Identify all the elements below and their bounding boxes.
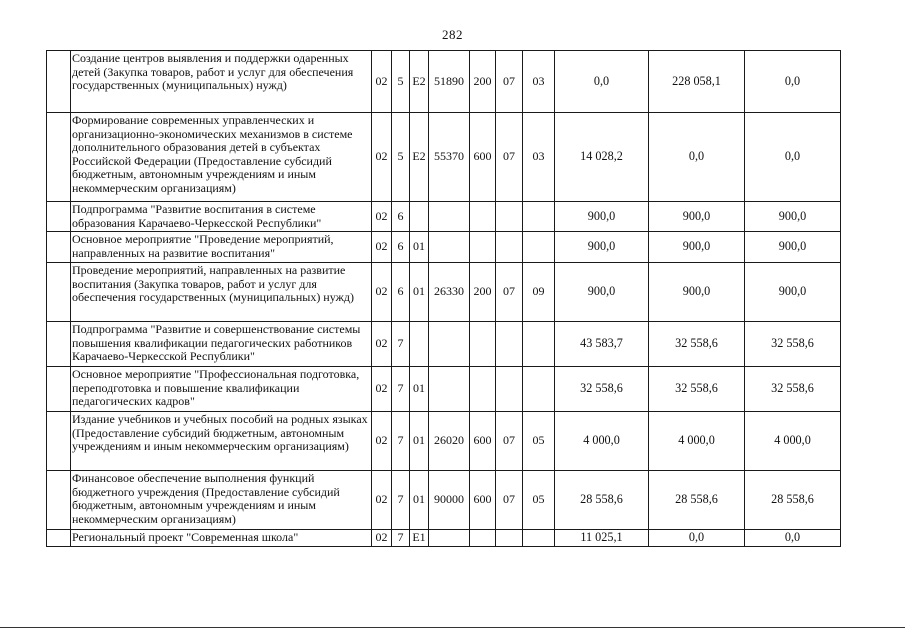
measure-code-cell: E1: [410, 530, 429, 547]
subprogram-code-cell: 7: [392, 322, 410, 367]
subsection-cell: [523, 367, 555, 412]
expense-type-cell: 600: [470, 412, 496, 471]
table-row: [47, 113, 841, 202]
amount-year1-cell: 900,0: [555, 263, 649, 322]
row-lead-cell: [47, 471, 71, 530]
expense-type-cell: 200: [470, 51, 496, 113]
subsection-cell: 03: [523, 113, 555, 202]
amount-year1-cell: 4 000,0: [555, 412, 649, 471]
table-row: [47, 322, 841, 367]
subprogram-code-cell: 5: [392, 113, 410, 202]
item-name-cell: Проведение мероприятий, направленных на развитие воспитания (Закупка товаров, работ и услуг для обеспечения государственных (муниципальных) нужд): [71, 263, 372, 322]
budget-table-body: [47, 51, 841, 547]
table-row: [47, 202, 841, 232]
direction-code-cell: [429, 232, 470, 263]
amount-year2-cell: 32 558,6: [649, 322, 745, 367]
direction-code-cell: [429, 367, 470, 412]
expense-type-cell: [470, 322, 496, 367]
direction-code-cell: [429, 202, 470, 232]
table-row: [47, 51, 841, 113]
program-code-cell: 02: [372, 322, 392, 367]
row-lead-cell: [47, 530, 71, 547]
subprogram-code-cell: 7: [392, 530, 410, 547]
program-code-cell: 02: [372, 51, 392, 113]
measure-code-cell: 01: [410, 263, 429, 322]
amount-year3-cell: 900,0: [745, 232, 841, 263]
amount-year1-cell: 900,0: [555, 202, 649, 232]
row-lead-cell: [47, 113, 71, 202]
row-lead-cell: [47, 367, 71, 412]
item-name-cell: Формирование современных управленческих и организационно-экономических механизмов в системе дополнительного образования детей в субъектах Российской Федерации (Предоставление субсидий бюджетным, автономным учреждениям и иным некоммерческим организациям): [71, 113, 372, 202]
amount-year3-cell: 4 000,0: [745, 412, 841, 471]
row-lead-cell: [47, 263, 71, 322]
program-code-cell: 02: [372, 202, 392, 232]
program-code-cell: 02: [372, 530, 392, 547]
measure-code-cell: E2: [410, 51, 429, 113]
direction-code-cell: 26020: [429, 412, 470, 471]
subsection-cell: [523, 322, 555, 367]
subsection-cell: 05: [523, 471, 555, 530]
item-name-cell: Основное мероприятие "Проведение мероприятий, направленных на развитие воспитания": [71, 232, 372, 263]
amount-year1-cell: 32 558,6: [555, 367, 649, 412]
expense-type-cell: 200: [470, 263, 496, 322]
row-lead-cell: [47, 322, 71, 367]
section-cell: 07: [496, 471, 523, 530]
subsection-cell: [523, 530, 555, 547]
amount-year2-cell: 0,0: [649, 113, 745, 202]
expense-type-cell: 600: [470, 471, 496, 530]
item-name-cell: Подпрограмма "Развитие и совершенствование системы повышения квалификации педагогических работников Карачаево-Черкесской Республики": [71, 322, 372, 367]
amount-year3-cell: 32 558,6: [745, 367, 841, 412]
table-row: [47, 263, 841, 322]
direction-code-cell: 51890: [429, 51, 470, 113]
amount-year3-cell: 28 558,6: [745, 471, 841, 530]
program-code-cell: 02: [372, 471, 392, 530]
expense-type-cell: [470, 367, 496, 412]
section-cell: 07: [496, 412, 523, 471]
item-name-cell: Финансовое обеспечение выполнения функций бюджетного учреждения (Предоставление субсидий бюджетным, автономным учреждениям и иным некоммерческим организациям): [71, 471, 372, 530]
item-name-cell: Создание центров выявления и поддержки одаренных детей (Закупка товаров, работ и услуг для обеспечения государственных (муниципальных) нужд): [71, 51, 372, 113]
row-lead-cell: [47, 412, 71, 471]
amount-year3-cell: 32 558,6: [745, 322, 841, 367]
measure-code-cell: 01: [410, 471, 429, 530]
measure-code-cell: [410, 202, 429, 232]
amount-year2-cell: 900,0: [649, 232, 745, 263]
subsection-cell: [523, 202, 555, 232]
direction-code-cell: 90000: [429, 471, 470, 530]
program-code-cell: 02: [372, 412, 392, 471]
item-name-cell: Издание учебников и учебных пособий на родных языках (Предоставление субсидий бюджетным, автономным учреждениям и иным некоммерческим организациям): [71, 412, 372, 471]
section-cell: 07: [496, 113, 523, 202]
expense-type-cell: [470, 202, 496, 232]
amount-year1-cell: 28 558,6: [555, 471, 649, 530]
direction-code-cell: [429, 322, 470, 367]
subprogram-code-cell: 5: [392, 51, 410, 113]
expense-type-cell: [470, 530, 496, 547]
table-row: [47, 367, 841, 412]
row-lead-cell: [47, 232, 71, 263]
direction-code-cell: 55370: [429, 113, 470, 202]
direction-code-cell: [429, 530, 470, 547]
expense-type-cell: 600: [470, 113, 496, 202]
amount-year3-cell: 0,0: [745, 113, 841, 202]
amount-year2-cell: 900,0: [649, 202, 745, 232]
amount-year2-cell: 4 000,0: [649, 412, 745, 471]
amount-year1-cell: 900,0: [555, 232, 649, 263]
table-row: [47, 471, 841, 530]
item-name-cell: Основное мероприятие "Профессиональная подготовка, переподготовка и повышение квалификации педагогических кадров": [71, 367, 372, 412]
subsection-cell: 03: [523, 51, 555, 113]
row-lead-cell: [47, 202, 71, 232]
amount-year2-cell: 0,0: [649, 530, 745, 547]
subprogram-code-cell: 6: [392, 232, 410, 263]
section-cell: [496, 530, 523, 547]
expense-type-cell: [470, 232, 496, 263]
amount-year1-cell: 14 028,2: [555, 113, 649, 202]
subprogram-code-cell: 6: [392, 202, 410, 232]
program-code-cell: 02: [372, 113, 392, 202]
subsection-cell: [523, 232, 555, 263]
amount-year3-cell: 900,0: [745, 263, 841, 322]
measure-code-cell: E2: [410, 113, 429, 202]
amount-year2-cell: 28 558,6: [649, 471, 745, 530]
direction-code-cell: 26330: [429, 263, 470, 322]
amount-year3-cell: 900,0: [745, 202, 841, 232]
program-code-cell: 02: [372, 263, 392, 322]
budget-table: [46, 50, 841, 547]
measure-code-cell: 01: [410, 412, 429, 471]
section-cell: [496, 202, 523, 232]
table-row: [47, 530, 841, 547]
bottom-rule: [0, 627, 905, 628]
table-row: [47, 412, 841, 471]
subprogram-code-cell: 7: [392, 471, 410, 530]
item-name-cell: Подпрограмма "Развитие воспитания в системе образования Карачаево-Черкесской Республики": [71, 202, 372, 232]
subprogram-code-cell: 7: [392, 367, 410, 412]
measure-code-cell: [410, 322, 429, 367]
amount-year1-cell: 0,0: [555, 51, 649, 113]
amount-year3-cell: 0,0: [745, 51, 841, 113]
subsection-cell: 09: [523, 263, 555, 322]
amount-year1-cell: 11 025,1: [555, 530, 649, 547]
program-code-cell: 02: [372, 232, 392, 263]
measure-code-cell: 01: [410, 232, 429, 263]
section-cell: 07: [496, 263, 523, 322]
subprogram-code-cell: 6: [392, 263, 410, 322]
subsection-cell: 05: [523, 412, 555, 471]
section-cell: [496, 232, 523, 263]
row-lead-cell: [47, 51, 71, 113]
amount-year2-cell: 228 058,1: [649, 51, 745, 113]
amount-year2-cell: 32 558,6: [649, 367, 745, 412]
table-row: [47, 232, 841, 263]
amount-year2-cell: 900,0: [649, 263, 745, 322]
subprogram-code-cell: 7: [392, 412, 410, 471]
section-cell: 07: [496, 51, 523, 113]
section-cell: [496, 322, 523, 367]
amount-year1-cell: 43 583,7: [555, 322, 649, 367]
section-cell: [496, 367, 523, 412]
page-number: 282: [442, 27, 463, 42]
measure-code-cell: 01: [410, 367, 429, 412]
program-code-cell: 02: [372, 367, 392, 412]
item-name-cell: Региональный проект "Современная школа": [71, 530, 372, 547]
amount-year3-cell: 0,0: [745, 530, 841, 547]
